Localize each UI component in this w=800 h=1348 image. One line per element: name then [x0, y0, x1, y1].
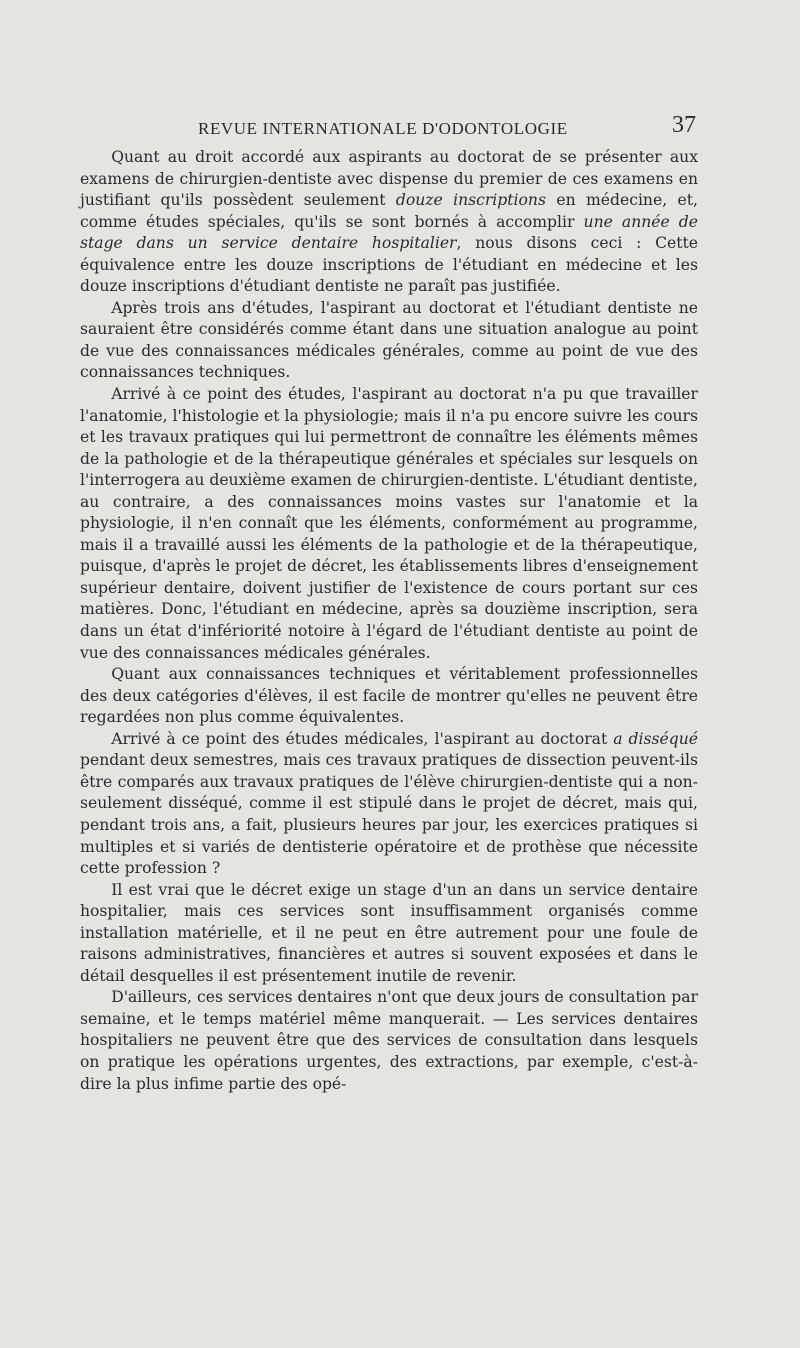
paragraph-text: Arrivé à ce point des études, l'aspirant au doctorat n'a pu que travailler l'anatomie, l'histologie et la physiologie; mais il n'a pu encore suivre les cours et les travaux pratiques qui lui permettront de connaître les éléments mêmes de la pathologie et de la thérapeutique générales et spéciales sur lesquels on l'interrogera au deuxième examen de chirurgien-dentiste. L'étudiant dentiste, au contraire, a des connaissances moins vastes sur l'anatomie et la physiologie, il n'en connaît que les éléments, conformément au programme, mais il a travaillé aussi les éléments de la pathologie et de la thérapeutique, puisque, d'après le projet de décret, les établissements libres d'enseignement supérieur dentaire, doivent justifier de l'existence de cours portant sur ces matières. Donc, l'étudiant en médecine, après sa douzième inscription, sera dans un état d'infériorité notoire à l'égard de l'étudiant dentiste au point de vue des connaissances médicales générales. [80, 385, 698, 662]
paragraph-dissection [80, 729, 698, 880]
paragraph-stage-decret [80, 880, 698, 988]
paragraph-text: en médecine, et, comme études spéciales, qu'ils se sont bornés à accomplir [80, 191, 698, 231]
paragraph-connaissances-techniques [80, 664, 698, 729]
paragraph-text: Après trois ans d'études, l'aspirant au doctorat et l'étudiant dentiste ne sauraient être considérés comme étant dans une situation analogue au point de vue des connaissances médicales générales, comme au point de vue des connaissances techniques. [80, 298, 698, 382]
paragraph-text: Quant au droit accordé aux aspirants au doctorat de se présenter aux examens de chirurgien-dentiste avec dispense du premier de ces examens en justifiant qu'ils possèdent seulement [80, 148, 698, 210]
running-header [80, 112, 698, 142]
paragraph-equivalence [80, 147, 698, 298]
paragraph-text: Quant aux connaissances techniques et véritablement professionnelles des deux catégories d'élèves, il est facile de montrer qu'elles ne peuvent être regardées non plus comme équivalentes. [80, 665, 698, 727]
paragraph-trois-ans [80, 298, 698, 384]
paragraph-text: pendant deux semestres, mais ces travaux pratiques de dissection peuvent-ils être comparés aux travaux pratiques de l'élève chirurgien-dentiste qui a non-seulement disséqué, comme il est stipulé dans le projet de décret, mais qui, pendant trois ans, a fait, plusieurs heures par jour, les exercices pratiques si multiples et si variés de dentisterie opératoire et de prothèse que nécessite cette profession ? [80, 751, 698, 878]
journal-title: REVUE INTERNATIONALE D'ODONTOLOGIE [198, 119, 568, 138]
paragraph-consultation [80, 987, 698, 1095]
body-text [80, 147, 698, 1095]
paragraph-text: , nous disons ceci : Cette équivalence entre les douze inscriptions de l'étudiant en médecine et les douze inscriptions d'étudiant dentiste ne paraît pas justifiée. [80, 234, 699, 296]
paragraph-text: Il est vrai que le décret exige un stage d'un an dans un service dentaire hospitalier, mais ces services sont insuffisamment organisés comme installation matérielle, et il ne peut en être autrement pour une foule de raisons administratives, financières et autres si souvent exposées et dans le détail desquelles il est présentement inutile de revenir. [80, 880, 698, 985]
paragraph-point-des-etudes [80, 384, 698, 664]
paragraph-text: Arrivé à ce point des études médicales, l'aspirant au doctorat [111, 729, 614, 748]
emphasis-a-disseque: a disséqué [613, 729, 698, 748]
emphasis-stage-hospitalier: une année de stage dans un service dentaire hospitalier [80, 212, 699, 253]
paragraph-text: D'ailleurs, ces services dentaires n'ont que deux jours de consultation par semaine, et le temps matériel même manquerait. — Les services dentaires hospitaliers ne peuvent être que des services de consultation dans lesquels on pratique les opérations urgentes, des extractions, par exemple, c'est-à-dire la plus infime partie des opé- [80, 988, 698, 1093]
page-number: 37 [672, 112, 696, 138]
emphasis-douze-inscriptions: douze inscriptions [395, 191, 546, 210]
